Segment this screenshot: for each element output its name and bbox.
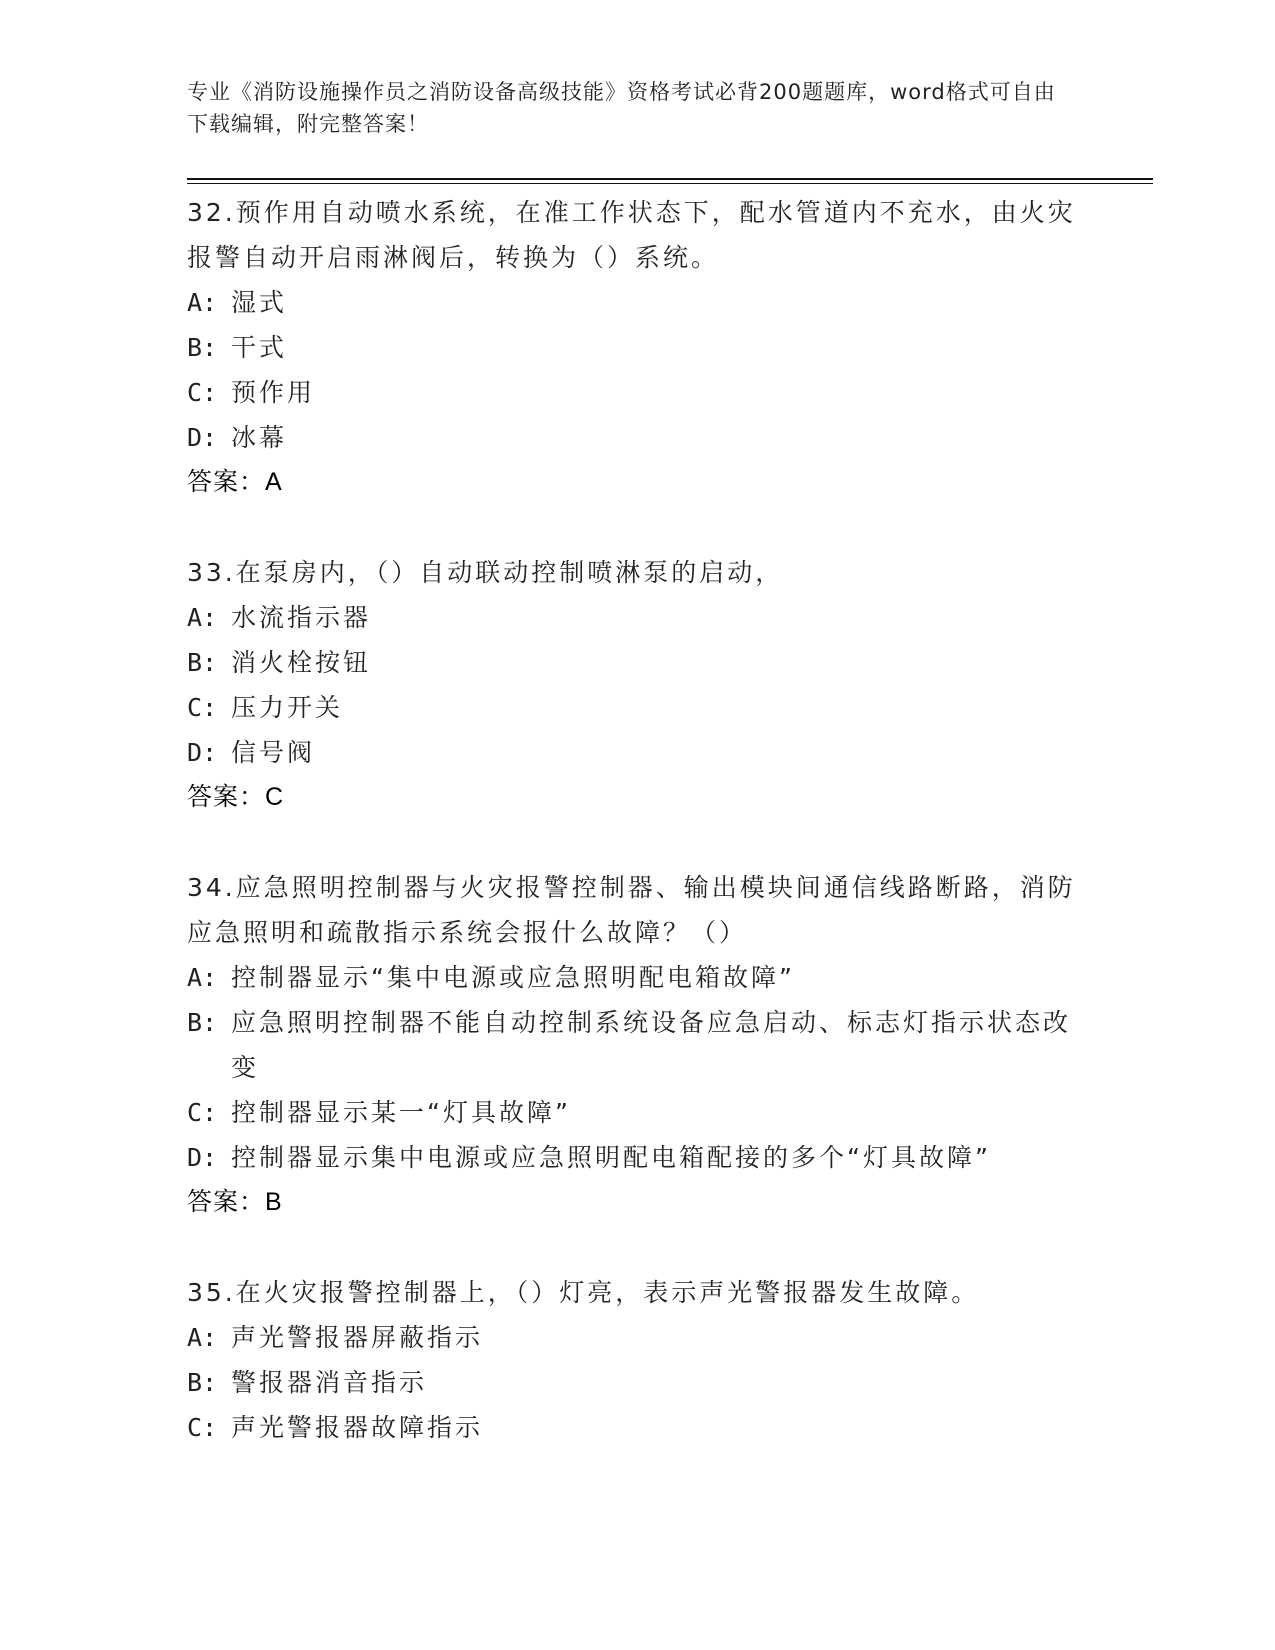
option-text: 控制器显示“集中电源或应急照明配电箱故障” (231, 963, 795, 992)
answer-line: 答案：C (187, 783, 285, 811)
option-letter: B: (187, 648, 218, 677)
option-b (187, 640, 1087, 685)
answer-line: 答案：A (187, 468, 283, 496)
option-a (187, 280, 1087, 325)
question-stem: 33.在泵房内，（）自动联动控制喷淋泵的启动， (187, 558, 784, 587)
option-text: 声光警报器故障指示 (231, 1413, 484, 1442)
option-letter: A: (187, 1323, 218, 1352)
option-letter: B: (187, 1008, 218, 1037)
option-text: 警报器消音指示 (231, 1368, 428, 1397)
option-letter: B: (187, 333, 218, 362)
option-c (187, 685, 1087, 730)
header-divider-thick (187, 178, 1153, 180)
option-text: 冰幕 (231, 423, 288, 452)
question-35 (187, 1270, 1087, 1450)
option-c (187, 370, 1087, 415)
option-text: 应急照明控制器不能自动控制系统设备应急启动、标志灯指示状态改变 (231, 1008, 1072, 1082)
option-letter: D: (187, 423, 218, 452)
question-33 (187, 550, 1087, 820)
option-text: 水流指示器 (231, 603, 372, 632)
option-a (187, 955, 1087, 1000)
question-stem: 34.应急照明控制器与火灾报警控制器、输出模块间通信线路断路，消防应急照明和疏散指示系统会报什么故障？（） (187, 873, 1076, 947)
question-32 (187, 190, 1087, 505)
option-text: 压力开关 (231, 693, 344, 722)
option-b (187, 1360, 1087, 1405)
option-text: 干式 (231, 333, 288, 362)
option-c (187, 1405, 1087, 1450)
question-34 (187, 865, 1087, 1225)
answer-line: 答案：B (187, 1188, 283, 1216)
option-d (187, 415, 1087, 460)
option-letter: C: (187, 1413, 218, 1442)
document-header: 专业《消防设施操作员之消防设备高级技能》资格考试必背200题题库，word格式可自由下载编辑，附完整答案！ (187, 80, 1056, 136)
question-list (187, 190, 1087, 1495)
option-text: 预作用 (231, 378, 316, 407)
option-letter: A: (187, 603, 218, 632)
option-c (187, 1090, 1087, 1135)
option-a (187, 595, 1087, 640)
option-text: 控制器显示集中电源或应急照明配电箱配接的多个“灯具故障” (231, 1143, 991, 1172)
option-letter: D: (187, 1143, 218, 1172)
option-text: 消火栓按钮 (231, 648, 372, 677)
option-letter: A: (187, 963, 218, 992)
option-d (187, 1135, 1087, 1180)
option-text: 声光警报器屏蔽指示 (231, 1323, 484, 1352)
question-stem: 32.预作用自动喷水系统，在准工作状态下，配水管道内不充水，由火灾报警自动开启雨淋阀后，转换为（）系统。 (187, 198, 1076, 272)
option-a (187, 1315, 1087, 1360)
option-text: 湿式 (231, 288, 288, 317)
option-letter: D: (187, 738, 218, 767)
option-letter: C: (187, 378, 218, 407)
option-letter: B: (187, 1368, 218, 1397)
option-letter: A: (187, 288, 218, 317)
option-text: 控制器显示某一“灯具故障” (231, 1098, 571, 1127)
option-letter: C: (187, 1098, 218, 1127)
header-divider-thin (187, 183, 1153, 184)
option-letter: C: (187, 693, 218, 722)
question-stem: 35.在火灾报警控制器上，（）灯亮，表示声光警报器发生故障。 (187, 1278, 980, 1307)
option-text: 信号阀 (231, 738, 316, 767)
option-b (187, 325, 1087, 370)
option-d (187, 730, 1087, 775)
option-b (187, 1000, 1087, 1090)
